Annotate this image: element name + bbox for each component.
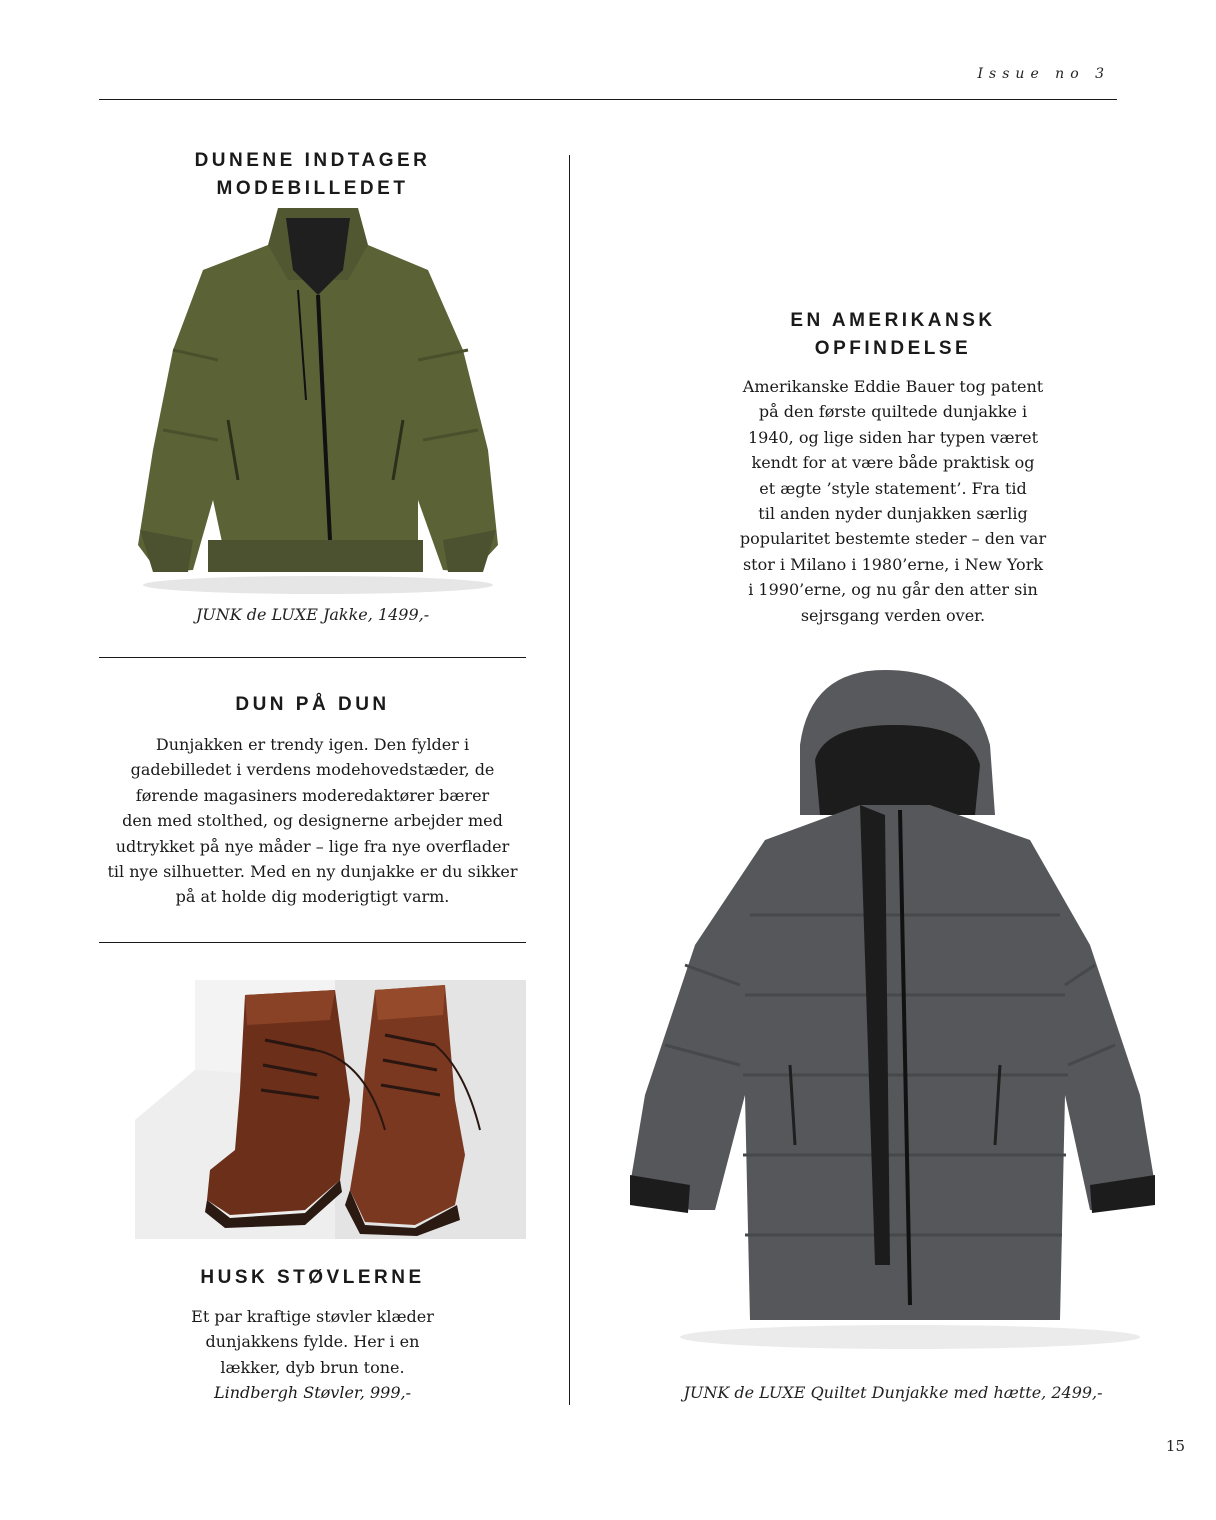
heading-line-1: EN AMERIKANSK (790, 310, 996, 331)
text-line: førende magasiners moderedaktører bærer (135, 785, 490, 805)
text-line: den med stolthed, og designerne arbejder med (122, 811, 503, 831)
text-line: sejrsgang verden over. (800, 605, 986, 625)
issue-label: Issue no 3 (977, 66, 1110, 82)
text-line: Dunjakken er trendy igen. Den fylder i (155, 735, 470, 754)
caption-green-jacket: JUNK de LUXE Jakke, 1499,- (195, 605, 430, 624)
text-line: i 1990’erne, og nu går den atter sin (748, 580, 1038, 600)
header-rule (99, 99, 1117, 100)
text-line: dunjakkens fylde. Her i en (205, 1332, 420, 1352)
text-line: på den første quiltede dunjakke i (758, 402, 1028, 422)
section-heading-dunene: DUNENE INDTAGER MODEBILLEDET (194, 150, 431, 199)
text-line: til nye silhuetter. Med en ny dunjakke er du sikker (107, 862, 518, 882)
section-heading-dun-paa-dun: DUN PÅ DUN (235, 694, 390, 715)
text-line: 1940, og lige siden har typen været (747, 427, 1039, 447)
body-husk-stoevlerne (99, 1304, 526, 1406)
text-line: til anden nyder dunjakken særlig (758, 504, 1028, 524)
text-line: udtrykket på nye måder – lige fra nye overflader (115, 836, 510, 856)
green-jacket-image (118, 200, 510, 595)
text-line: Amerikanske Eddie Bauer tog patent (742, 377, 1044, 396)
text-line: lækker, dyb brun tone. (220, 1357, 405, 1377)
grey-parka-image (610, 665, 1170, 1355)
section-rule-2 (99, 942, 526, 943)
text-line: stor i Milano i 1980’erne, i New York (742, 554, 1044, 574)
column-divider (569, 155, 570, 1405)
text-line: popularitet bestemte steder – den var (739, 529, 1047, 549)
text-line: gadebilledet i verdens modehovedstæder, de (130, 760, 495, 780)
section-rule-1 (99, 657, 526, 658)
caption-grey-parka: JUNK de LUXE Quiltet Dunjakke med hætte, 2499,- (683, 1383, 1103, 1402)
caption-boots: Lindbergh Støvler, 999,- (213, 1383, 412, 1403)
text-line: kendt for at være både praktisk og (751, 453, 1035, 473)
section-heading-husk-stoevlerne: HUSK STØVLERNE (200, 1267, 425, 1288)
body-amerikansk (620, 374, 1166, 628)
text-line: på at holde dig moderigtigt varm. (175, 887, 450, 907)
page-number: 15 (1165, 1437, 1185, 1455)
section-heading-amerikansk (620, 307, 1166, 363)
boots-image (135, 980, 526, 1239)
heading-line-2: OPFINDELSE (814, 338, 972, 359)
text-line: et ægte ’style statement’. Fra tid (759, 478, 1027, 498)
body-dun-paa-dun (99, 732, 526, 910)
text-line: Et par kraftige støvler klæder (191, 1307, 434, 1326)
